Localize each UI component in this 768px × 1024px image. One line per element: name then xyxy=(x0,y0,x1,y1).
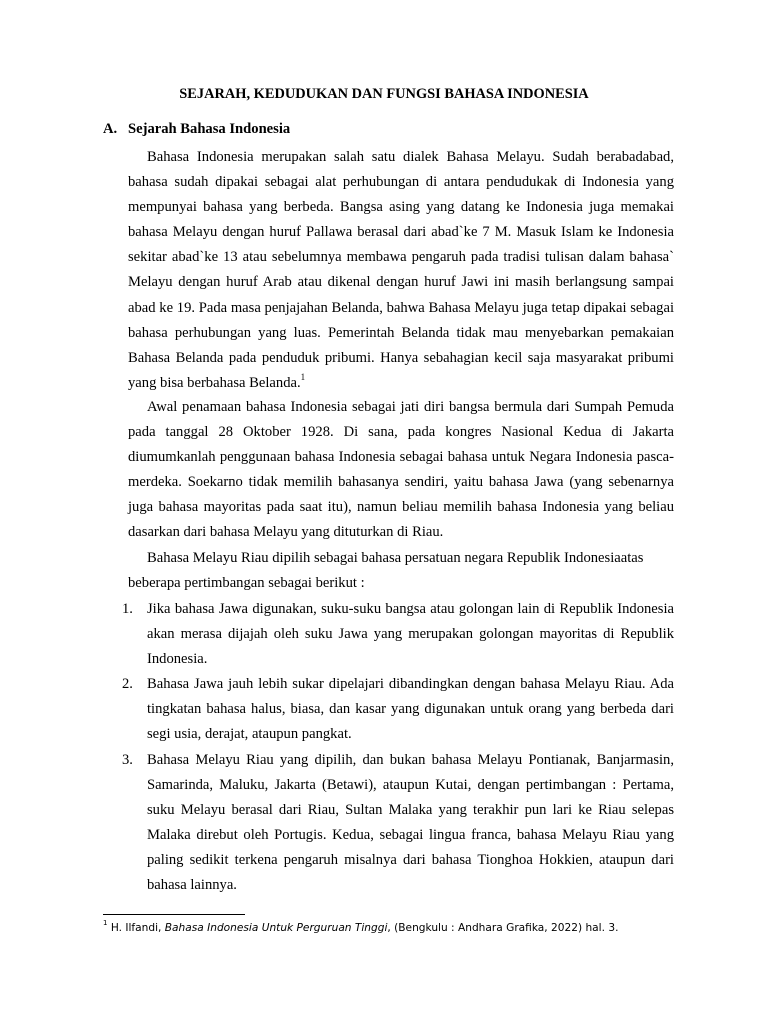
paragraph-2 xyxy=(128,395,674,546)
paragraph-2-text: Awal penamaan bahasa Indonesia sebagai jati diri bangsa bermula dari Sumpah Pemuda pada tanggal 28 Oktober 1928. Di sana, pada kongres Nasional Kedua di Jakarta diumumkanlah penggunaan bahasa Indonesia sebagai bahasa untuk Negara Indonesia pasca-merdeka. Soekarno tidak memilih bahasanya sendiri, yaitu bahasa Jawa (yang sebenarnya juga bahasa mayoritas pada saat itu), namun beliau memilih bahasa Indonesia yang beliau dasarkan dari bahasa Melayu yang dituturkan di Riau. xyxy=(128,399,674,541)
list-item-text: Jika bahasa Jawa digunakan, suku-suku bangsa atau golongan lain di Republik Indonesia akan merasa dijajah oleh suku Jawa yang merupakan golongan mayoritas di Republik Indonesia. xyxy=(147,601,674,668)
footnote-publication: , (Bengkulu : Andhara Grafika, 2022) hal. 3. xyxy=(387,922,619,934)
list-item-number: 1. xyxy=(122,601,133,617)
list-item-text: Bahasa Jawa jauh lebih sukar dipelajari dibandingkan dengan bahasa Melayu Riau. Ada tingkatan bahasa halus, biasa, dan kasar yang digunakan untuk orang yang berbeda dari segi usia, derajat, ataupun pangkat. xyxy=(147,676,674,743)
page-title: SEJARAH, KEDUDUKAN DAN FUNGSI BAHASA INDONESIA xyxy=(179,86,589,102)
section-heading xyxy=(103,121,290,138)
section-heading-text: Sejarah Bahasa Indonesia xyxy=(128,121,291,137)
list-item xyxy=(122,672,674,747)
paragraph-1-text: Bahasa Indonesia merupakan salah satu dialek Bahasa Melayu. Sudah berabadabad, bahasa sudah dipakai sebagai alat perhubungan di antara pendudukak di Indonesia yang mempunyai bahasa yang berbeda. Bangsa asing yang datang ke Indonesia juga memakai bahasa Melayu dengan huruf Pallawa berasal dari abad`ke 7 M. Masuk Islam ke Indonesia sekitar abad`ke 13 atau sebelumnya membawa pengaruh pada tradisi tulisan dalam bahasa` Melayu dengan huruf Arab atau dikenal dengan huruf Jawi ini masih berlangsung sampai abad ke 19. Pada masa penjajahan Belanda, bahwa Bahasa Melayu juga tetap dipakai sebagai bahasa perhubungan yang luas. Pemerintah Belanda tidak mau menyebarkan pemakaian Bahasa Belanda pada penduduk pribumi. Hanya sebahagian kecil saja masyarakat pribumi yang bisa berbahasa Belanda. xyxy=(128,149,674,391)
paragraph-3-text: Bahasa Melayu Riau dipilih sebagai bahasa persatuan negara Republik Indonesiaatas beberapa pertimbangan sebagai berikut : xyxy=(128,550,644,592)
paragraph-3 xyxy=(128,546,674,596)
list-item-text: Bahasa Melayu Riau yang dipilih, dan bukan bahasa Melayu Pontianak, Banjarmasin, Samarinda, Maluku, Jakarta (Betawi), ataupun Kutai, dengan pertimbangan : Pertama, suku Melayu berasal dari Riau, Sultan Malaka yang terakhir pun lari ke Riau selepas Malaka direbut oleh Portugis. Kedua, sebagai lingua franca, bahasa Melayu Riau yang paling sedikit terkena pengaruh misalnya dari bahasa Tionghoa Hokkien, ataupun dari bahasa lainnya. xyxy=(147,751,674,894)
list-item-number: 3. xyxy=(122,751,133,768)
footnote-separator xyxy=(103,914,245,915)
section-letter: A. xyxy=(103,121,118,137)
footnote-reference: 1 xyxy=(300,371,306,382)
footnote-mark: 1 xyxy=(103,919,108,928)
list-item xyxy=(122,748,674,899)
list-item-number: 2. xyxy=(122,676,133,693)
footnote-book-title: Bahasa Indonesia Untuk Perguruan Tinggi xyxy=(164,922,388,934)
paragraph-1 xyxy=(128,145,674,396)
numbered-list xyxy=(122,597,674,898)
footnote-author: H. Ilfandi, xyxy=(107,922,165,934)
footnote xyxy=(103,920,703,936)
list-item xyxy=(122,597,674,672)
